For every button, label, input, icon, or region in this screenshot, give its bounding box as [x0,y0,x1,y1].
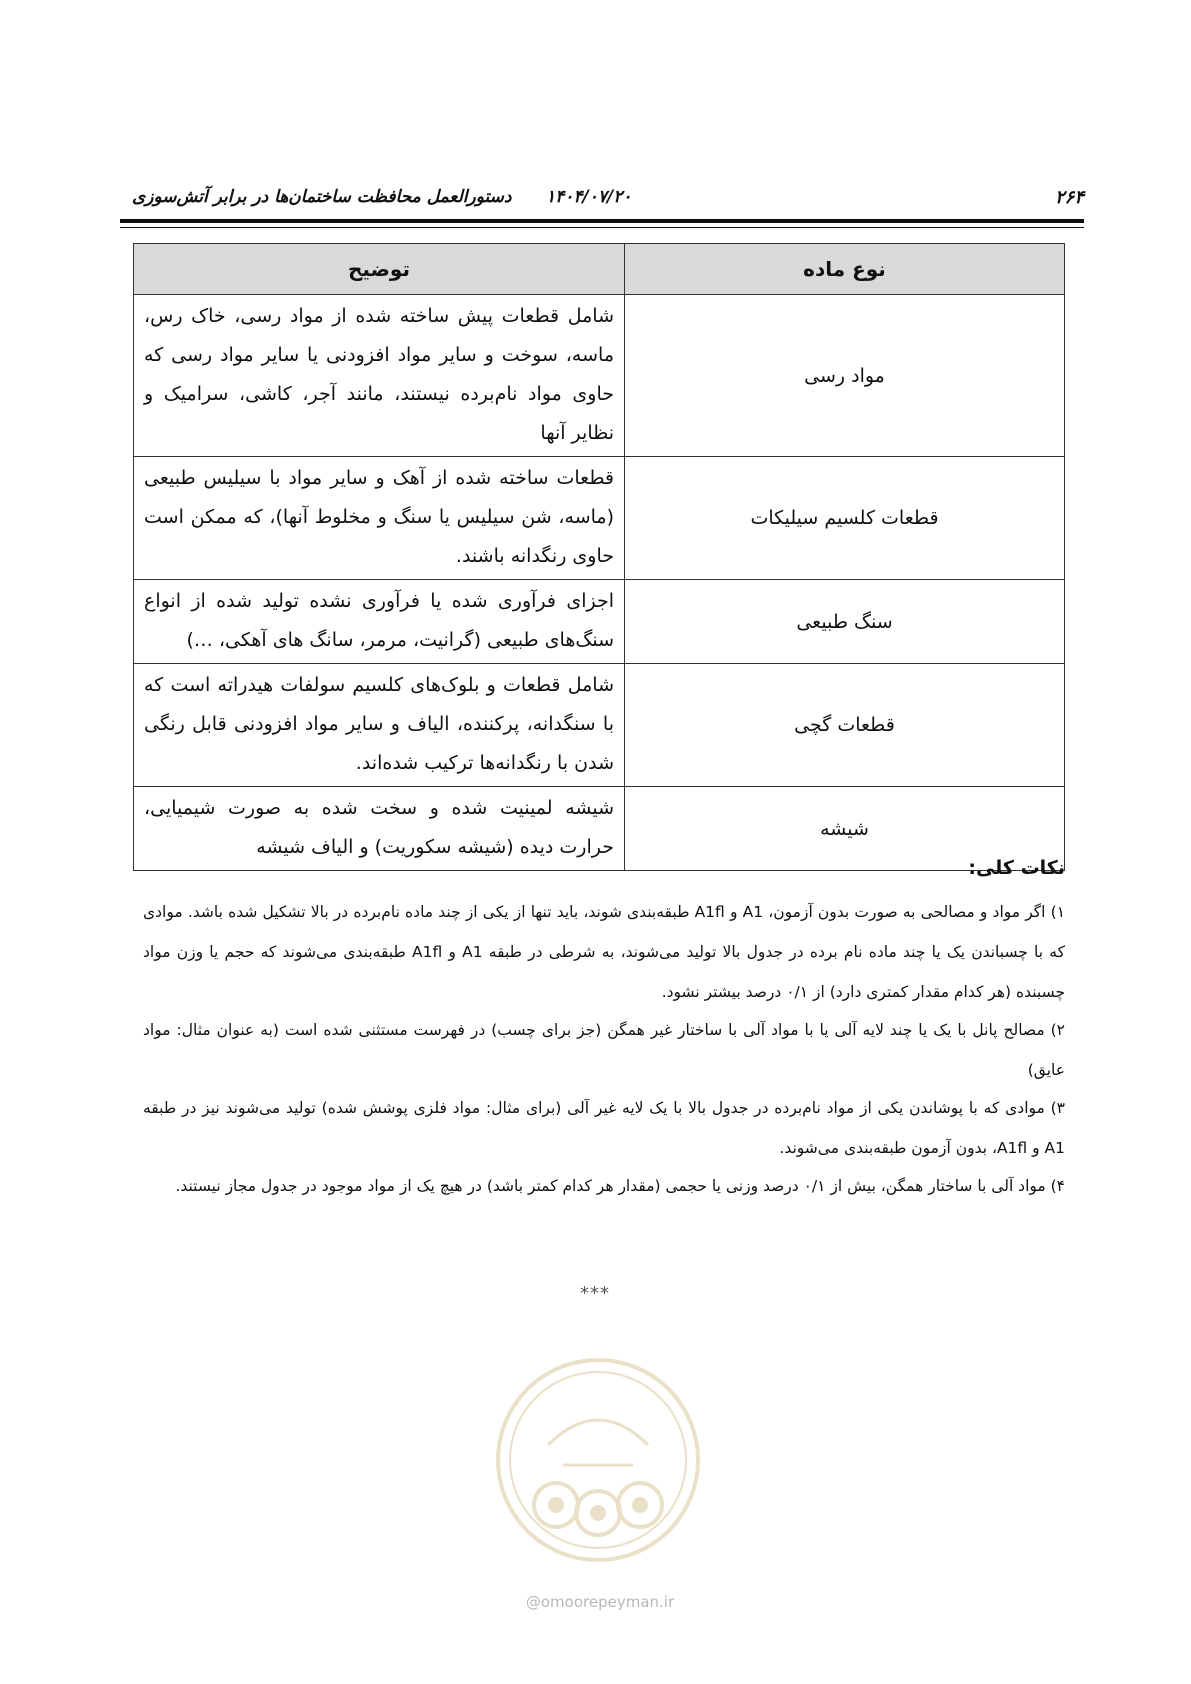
header-date: ۱۴۰۴/۰۷/۲۰ [546,187,632,207]
table-row [134,580,1065,664]
watermark-url: @omoorepeyman.ir [525,1593,675,1611]
note-item: ۱) اگر مواد و مصالحی به صورت بدون آزمون، A1 و A1fl طبقه‌بندی شوند، باید تنها از یکی از چند ماده نام‌برده در بالا تشکیل شده باشد. موادی که با چسباندن یک یا چند ماده نام برده در جدول بالا تولید می‌شوند، به شرطی در طبقه A1 و A1fl طبقه‌بندی می‌شوند که حجم یا وزن مواد چسبنده (هر کدام مقدار کمتری دارد) از ۰/۱ درصد بیشتر نشود. [143,903,1066,1001]
header-title: دستورالعمل محافظت ساختمان‌ها در برابر آتش‌سوزی [132,187,512,207]
header-rule-thin [120,227,1084,228]
material-cell: سنگ طبیعی [625,580,1065,664]
table-row [134,457,1065,580]
table-row [134,664,1065,787]
column-header-material: نوع ماده [625,244,1065,295]
page-number: ۲۶۴ [1054,187,1084,208]
notes-title: نکات کلی: [968,857,1065,879]
header-rule-thick [120,219,1084,223]
column-header-description: توضیح [134,244,625,295]
material-cell: قطعات گچی [625,664,1065,787]
description-cell: شیشه لمینیت شده و سخت شده به صورت شیمیایی، حرارت دیده (شیشه سکوریت) و الیاف شیشه [134,787,625,871]
section-separator: *** [580,1283,610,1304]
note-item: ۳) موادی که با پوشاندن یکی از مواد نام‌برده در جدول بالا با یک لایه غیر آلی (برای مثال: مواد فلزی پوشش شده) تولید می‌شوند نیز در طبقه A1 و A1fl، بدون آزمون طبقه‌بندی می‌شوند. [143,1099,1065,1157]
table-header-row [134,244,1065,295]
description-cell: قطعات ساخته شده از آهک و سایر مواد با سیلیس طبیعی (ماسه، شن سیلیس یا سنگ و مخلوط آنها)، که ممکن است حاوی رنگدانه باشند. [134,457,625,580]
watermark-logo [488,1335,708,1585]
notes-list [143,892,1065,1204]
note-item: ۴) مواد آلی با ساختار همگن، بیش از ۰/۱ درصد وزنی یا حجمی (مقدار هر کدام کمتر باشد) در هیچ یک از مواد موجود در جدول مجاز نیستند. [175,1177,1065,1195]
material-cell: قطعات کلسیم سیلیکات [625,457,1065,580]
note-item: ۲) مصالح پانل با یک یا چند لایه آلی یا با مواد آلی با ساختار غیر همگن (جز برای چسب) در فهرست مستثنی شده است (به عنوان مثال: مواد عایق) [143,1021,1065,1079]
description-cell: شامل قطعات و بلوک‌های کلسیم سولفات هیدراته است که با سنگدانه، پرکننده، الیاف و سایر مواد افزودنی قابل رنگی شدن با رنگدانه‌ها ترکیب شده‌اند. [134,664,625,787]
table-row [134,295,1065,457]
material-cell: شیشه [625,787,1065,871]
description-cell: اجزای فرآوری شده یا فرآوری نشده تولید شده از انواع سنگ‌های طبیعی (گرانیت، مرمر، سانگ های آهکی، …) [134,580,625,664]
table-row [134,787,1065,871]
page-header [120,183,1084,213]
materials-table [133,243,1065,871]
material-cell: مواد رسی [625,295,1065,457]
description-cell: شامل قطعات پیش ساخته شده از مواد رسی، خاک رس، ماسه، سوخت و سایر مواد افزودنی یا سایر مواد رسی که حاوی مواد نام‌برده نیستند، مانند آجر، کاشی، سرامیک و نظایر آنها [134,295,625,457]
